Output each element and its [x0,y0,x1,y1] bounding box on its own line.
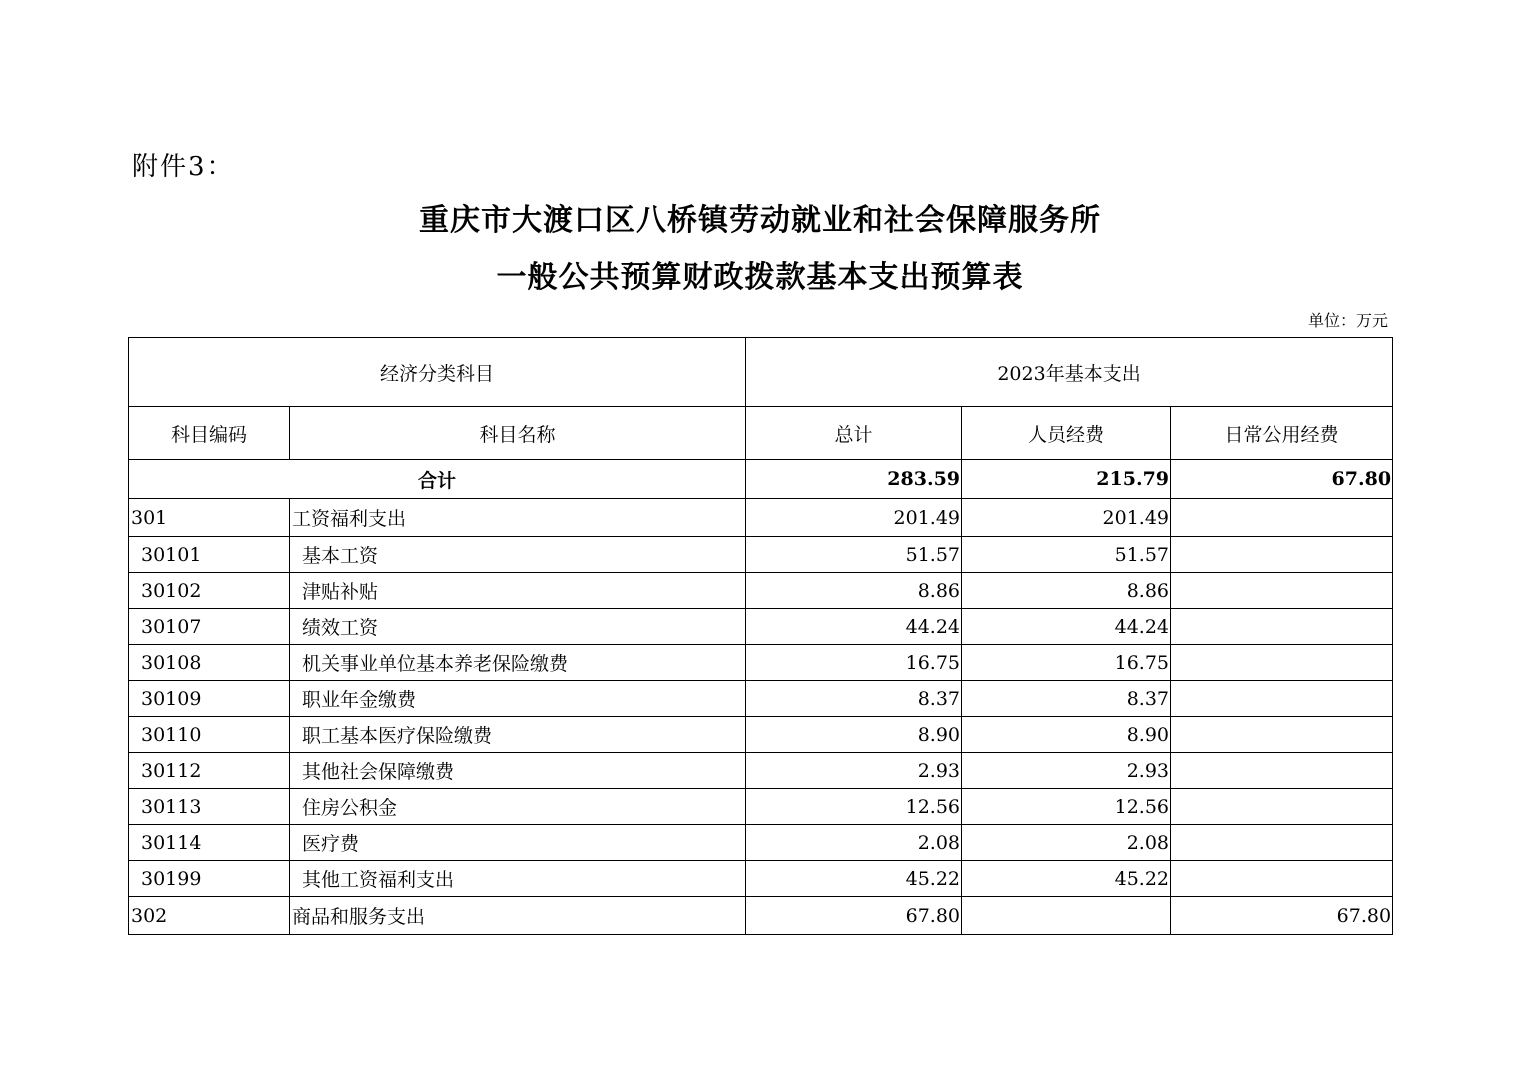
row-code: 302 [129,897,290,935]
row-public [1171,753,1393,789]
row-total: 12.56 [746,789,962,825]
row-personnel: 8.86 [962,573,1171,609]
page-title-line2: 一般公共预算财政拨款基本支出预算表 [496,260,1024,295]
row-total: 51.57 [746,537,962,573]
row-public [1171,609,1393,645]
row-total: 2.93 [746,753,962,789]
row-name: 工资福利支出 [290,499,746,537]
row-name: 其他社会保障缴费 [290,753,746,789]
total-total: 283.59 [746,460,962,499]
row-name: 医疗费 [290,825,746,861]
row-code: 30109 [129,681,290,717]
row-total: 201.49 [746,499,962,537]
header-public: 日常公用经费 [1171,407,1393,460]
row-name: 津贴补贴 [290,573,746,609]
budget-table [128,337,1393,935]
table-row [129,789,1393,825]
column-header-row [129,407,1393,460]
row-name: 其他工资福利支出 [290,861,746,897]
row-public [1171,861,1393,897]
row-personnel: 8.90 [962,717,1171,753]
attachment-label: 附件3： [132,152,235,182]
row-total: 67.80 [746,897,962,935]
total-label: 合计 [129,460,746,499]
row-name: 基本工资 [290,537,746,573]
row-personnel: 51.57 [962,537,1171,573]
table-row [129,717,1393,753]
row-code: 30112 [129,753,290,789]
row-name: 职业年金缴费 [290,681,746,717]
row-personnel: 16.75 [962,645,1171,681]
table-row [129,897,1393,935]
row-total: 45.22 [746,861,962,897]
row-code: 30114 [129,825,290,861]
table-row [129,681,1393,717]
row-total: 8.90 [746,717,962,753]
row-code: 30199 [129,861,290,897]
row-name: 绩效工资 [290,609,746,645]
row-public [1171,537,1393,573]
row-personnel: 201.49 [962,499,1171,537]
row-personnel: 44.24 [962,609,1171,645]
row-name: 职工基本医疗保险缴费 [290,717,746,753]
row-code: 30102 [129,573,290,609]
row-name: 住房公积金 [290,789,746,825]
header-expense: 2023年基本支出 [746,338,1393,407]
unit-label: 单位：万元 [1307,311,1388,330]
row-public: 67.80 [1171,897,1393,935]
table-row [129,537,1393,573]
row-public [1171,789,1393,825]
row-public [1171,499,1393,537]
row-total: 16.75 [746,645,962,681]
row-code: 30107 [129,609,290,645]
row-code: 30113 [129,789,290,825]
table-row [129,753,1393,789]
total-personnel: 215.79 [962,460,1171,499]
total-public: 67.80 [1171,460,1393,499]
row-total: 44.24 [746,609,962,645]
row-code: 301 [129,499,290,537]
row-public [1171,645,1393,681]
row-public [1171,573,1393,609]
table-row [129,499,1393,537]
row-total: 8.86 [746,573,962,609]
header-name: 科目名称 [290,407,746,460]
row-public [1171,717,1393,753]
row-personnel: 45.22 [962,861,1171,897]
row-total: 2.08 [746,825,962,861]
table-row [129,645,1393,681]
table-row [129,573,1393,609]
row-personnel: 2.93 [962,753,1171,789]
row-personnel: 8.37 [962,681,1171,717]
row-code: 30108 [129,645,290,681]
table-row [129,861,1393,897]
row-personnel: 2.08 [962,825,1171,861]
header-total: 总计 [746,407,962,460]
header-code: 科目编码 [129,407,290,460]
row-code: 30110 [129,717,290,753]
row-total: 8.37 [746,681,962,717]
row-name: 机关事业单位基本养老保险缴费 [290,645,746,681]
group-header-row [129,338,1393,407]
page-title-line1: 重庆市大渡口区八桥镇劳动就业和社会保障服务所 [419,203,1101,238]
table-row [129,609,1393,645]
row-personnel [962,897,1171,935]
total-row [129,460,1393,499]
header-classification: 经济分类科目 [129,338,746,407]
row-name: 商品和服务支出 [290,897,746,935]
row-public [1171,825,1393,861]
header-personnel: 人员经费 [962,407,1171,460]
table-row [129,825,1393,861]
row-public [1171,681,1393,717]
row-code: 30101 [129,537,290,573]
row-personnel: 12.56 [962,789,1171,825]
